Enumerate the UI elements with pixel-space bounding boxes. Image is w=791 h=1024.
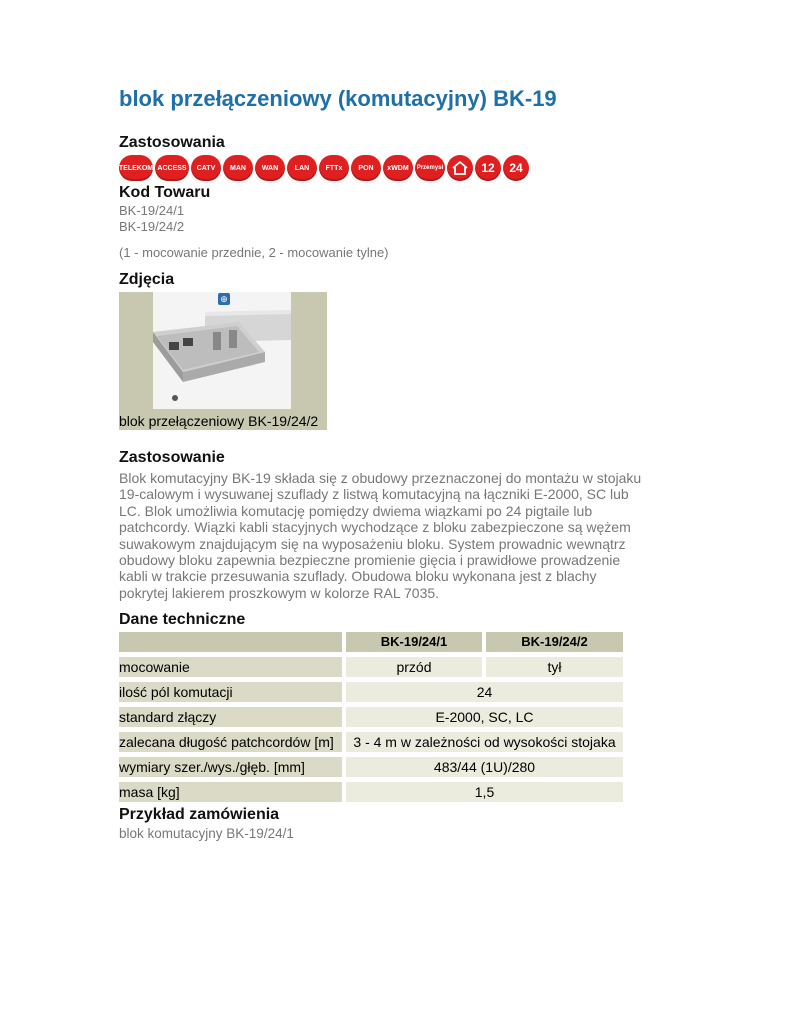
usage-line: pokrytej lakierem proszkowym w kolorze RAL 7035.: [119, 584, 440, 601]
product-code-heading: Kod Towaru: [119, 184, 211, 201]
xwdm-badge: xWDM: [383, 155, 413, 181]
product-photo[interactable]: [119, 292, 327, 430]
page-title: blok przełączeniowy (komutacyjny) BK-19: [119, 86, 557, 111]
pon-badge: PON: [351, 155, 381, 181]
header-col-1: BK-19/24/1: [346, 632, 482, 652]
twentyfour-badge: 24: [503, 155, 529, 181]
telekom-badge: TELEKOM: [119, 155, 153, 181]
table-row: [119, 657, 623, 677]
row-value: E-2000, SC, LC: [346, 707, 623, 727]
order-example: blok komutacyjny BK-19/24/1: [119, 826, 294, 841]
usage-line: kabli w trakcie przesuwania szuflady. Obudowa bloku wykonana jest z blachy: [119, 568, 597, 585]
row-value: 483/44 (1U)/280: [346, 757, 623, 777]
usage-line: 19-calowym i wysuwanej szuflady z listwą komutacyjną na łączniki E-2000, SC lub: [119, 486, 629, 503]
table-row: [119, 757, 623, 777]
mounting-note: (1 - mocowanie przednie, 2 - mocowanie tylne): [119, 245, 389, 260]
row-label: zalecana długość patchcordów [m]: [119, 732, 342, 752]
man-badge: MAN: [223, 155, 253, 181]
row-label: wymiary szer./wys./głęb. [mm]: [119, 757, 342, 777]
photo-image: [153, 292, 291, 409]
row-value: 24: [346, 682, 623, 702]
header-empty: [119, 632, 342, 652]
row-value: przód: [346, 657, 482, 677]
table-row: [119, 682, 623, 702]
product-code-2: BK-19/24/2: [119, 219, 185, 234]
product-code-1: BK-19/24/1: [119, 203, 185, 218]
usage-heading: Zastosowanie: [119, 449, 225, 466]
twelve-badge: 12: [475, 155, 501, 181]
fttx-badge: FTTx: [319, 155, 349, 181]
usage-line: Blok komutacyjny BK-19 składa się z obudowy przeznaczonej do montażu w stojaku: [119, 470, 642, 486]
usage-line: obudowy bloku zapewnia bezpieczne promienie gięcia i prawidłowe prowadzenie: [119, 552, 621, 569]
photos-heading: Zdjęcia: [119, 271, 175, 288]
photo-caption: blok przełączeniowy BK-19/24/2: [119, 412, 327, 430]
access-badge: ACCESS: [155, 155, 189, 181]
wan-badge: WAN: [255, 155, 285, 181]
table-header-row: [119, 632, 623, 652]
usage-line: suwakowym znajdującym się na wyposażeniu bloku. System prowadnic wewnątrz: [119, 535, 626, 552]
tech-heading: Dane techniczne: [119, 611, 246, 628]
usage-line: LC. Blok umożliwia komutację pomiędzy dwiema wiązkami po 24 pigtaile lub: [119, 502, 593, 519]
row-label: standard złączy: [119, 707, 342, 727]
table-row: [119, 732, 623, 752]
row-value: tył: [486, 657, 623, 677]
zoom-icon[interactable]: ⊕: [218, 293, 230, 305]
table-row: [119, 707, 623, 727]
order-heading: Przykład zamówienia: [119, 806, 280, 823]
usage-line: patchcordy. Wiązki kabli stacyjnych wychodzące z bloku zabezpieczone są wężem: [119, 519, 631, 536]
home-icon: [447, 155, 473, 181]
application-icons: [119, 155, 529, 181]
table-row: [119, 782, 623, 802]
row-value: 3 - 4 m w zależności od wysokości stojaka: [346, 732, 623, 752]
applications-heading: Zastosowania: [119, 134, 225, 151]
usage-paragraph: [119, 470, 679, 601]
przemysl-badge: Przemysł: [415, 155, 445, 181]
header-col-2: BK-19/24/2: [486, 632, 623, 652]
row-label: masa [kg]: [119, 782, 342, 802]
row-label: mocowanie: [119, 657, 342, 677]
row-value: 1,5: [346, 782, 623, 802]
row-label: ilość pól komutacji: [119, 682, 342, 702]
lan-badge: LAN: [287, 155, 317, 181]
catv-badge: CATV: [191, 155, 221, 181]
